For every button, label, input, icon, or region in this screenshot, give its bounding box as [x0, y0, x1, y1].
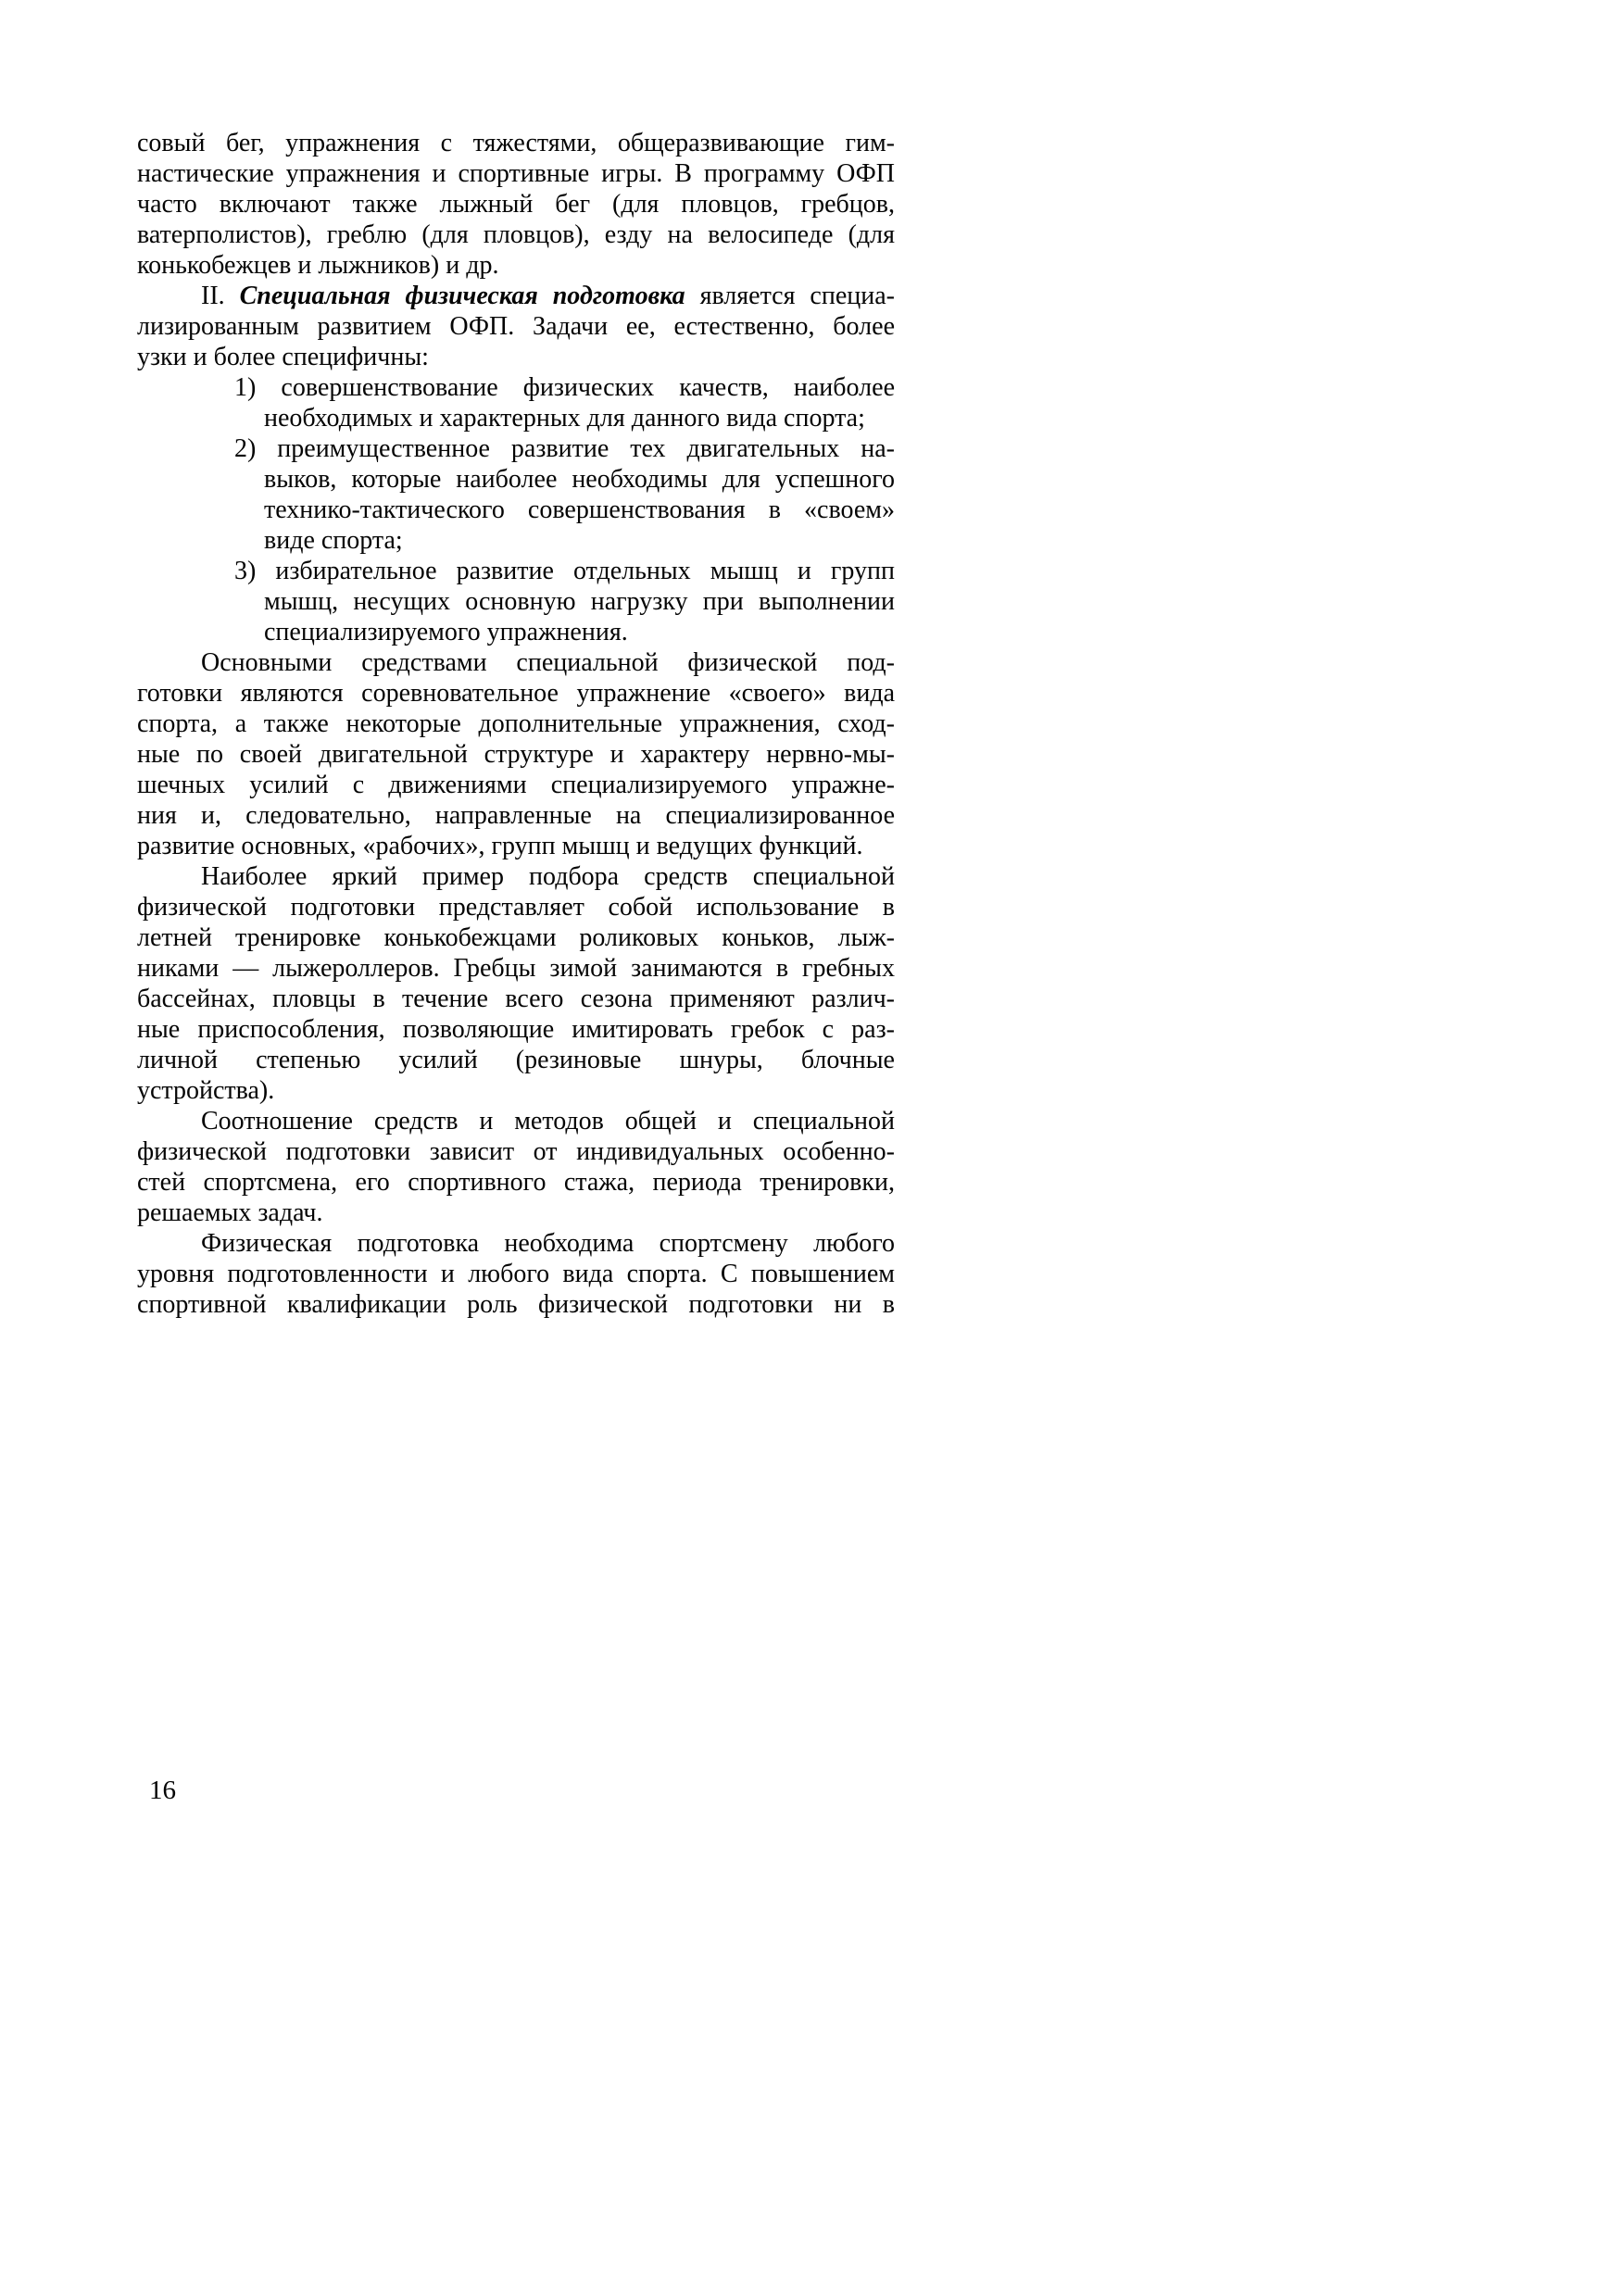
text-line: 3) избирательное развитие отдельных мышц и групп: [234, 557, 895, 585]
text-line: выков, которые наиболее необходимы для успешного: [264, 465, 895, 494]
text-line: уровня подготовленности и любого вида спорта. С повышением: [137, 1260, 895, 1288]
paragraph: [137, 861, 895, 1106]
text-line: Основными средствами специальной физической под-: [201, 648, 895, 677]
text-line: ные приспособления, позволяющие имитировать гребок с раз-: [137, 1015, 895, 1044]
text-line: устройства).: [137, 1076, 275, 1105]
text-segment: II.: [201, 282, 240, 310]
text-line: [137, 281, 895, 311]
text-line: спорта, а также некоторые дополнительные упражнения, сход-: [137, 709, 895, 738]
text-line: конькобежцев и лыжников) и др.: [137, 251, 499, 280]
text-line: готовки являются соревновательное упражнение «своего» вида: [137, 679, 895, 708]
text-line: летней тренировке конькобежцами роликовых коньков, лыж-: [137, 923, 895, 952]
text-line: физической подготовки зависит от индивидуальных особенно-: [137, 1137, 895, 1166]
text-line: ватерполистов), греблю (для пловцов), езду на велосипеде (для: [137, 220, 895, 249]
text-line: настические упражнения и спортивные игры. В программу ОФП: [137, 159, 895, 188]
text-line: специализируемого упражнения.: [264, 618, 628, 646]
text-line: развитие основных, «рабочих», групп мышц и ведущих функций.: [137, 832, 863, 860]
list-item: [137, 556, 895, 647]
text-block: [137, 128, 895, 1320]
text-line: шечных усилий с движениями специализируемого упражне-: [137, 771, 895, 799]
text-line: личной степенью усилий (резиновые шнуры, блочные: [137, 1046, 895, 1074]
text-line: Соотношение средств и методов общей и специальной: [201, 1107, 895, 1135]
text-line: 1) совершенствование физических качеств, наиболее: [234, 373, 895, 402]
list-item: [137, 372, 895, 433]
text-line: бассейнах, пловцы в течение всего сезона применяют различ-: [137, 985, 895, 1013]
paragraph: [137, 1228, 895, 1320]
text-line: спортивной квалификации роль физической подготовки ни в: [137, 1290, 895, 1319]
list-item: [137, 433, 895, 556]
text-line: решаемых задач.: [137, 1198, 323, 1227]
text-line: ния и, следовательно, направленные на специализированное: [137, 801, 895, 830]
text-line: стей спортсмена, его спортивного стажа, периода тренировки,: [137, 1168, 895, 1197]
text-line: мышц, несущих основную нагрузку при выполнении: [264, 587, 895, 616]
text-line: ные по своей двигательной структуре и характеру нервно-мы-: [137, 740, 895, 769]
text-line: Физическая подготовка необходима спортсмену любого: [201, 1229, 895, 1258]
paragraph: [137, 647, 895, 861]
text-line: никами — лыжероллеров. Гребцы зимой занимаются в гребных: [137, 954, 895, 983]
text-segment: является специа-: [685, 282, 895, 310]
text-line: совый бег, упражнения с тяжестями, общеразвивающие гим-: [137, 129, 895, 157]
text-line: лизированным развитием ОФП. Задачи ее, естественно, более: [137, 312, 895, 341]
text-line: 2) преимущественное развитие тех двигательных на-: [234, 434, 895, 463]
text-line: узки и более специфичны:: [137, 343, 429, 371]
text-line: необходимых и характерных для данного вида спорта;: [264, 404, 865, 433]
text-line: физической подготовки представляет собой использование в: [137, 893, 895, 922]
text-line: технико-тактического совершенствования в «своем»: [264, 496, 895, 524]
page-number: 16: [149, 1775, 176, 1805]
text-line: часто включают также лыжный бег (для пловцов, гребцов,: [137, 190, 895, 219]
paragraph: [137, 281, 895, 372]
paragraph: [137, 1106, 895, 1228]
paragraph: [137, 128, 895, 281]
emphasis-bold-italic: Специальная физическая подготовка: [239, 282, 685, 310]
text-line: виде спорта;: [264, 526, 403, 555]
text-line: Наиболее яркий пример подбора средств специальной: [201, 862, 895, 891]
